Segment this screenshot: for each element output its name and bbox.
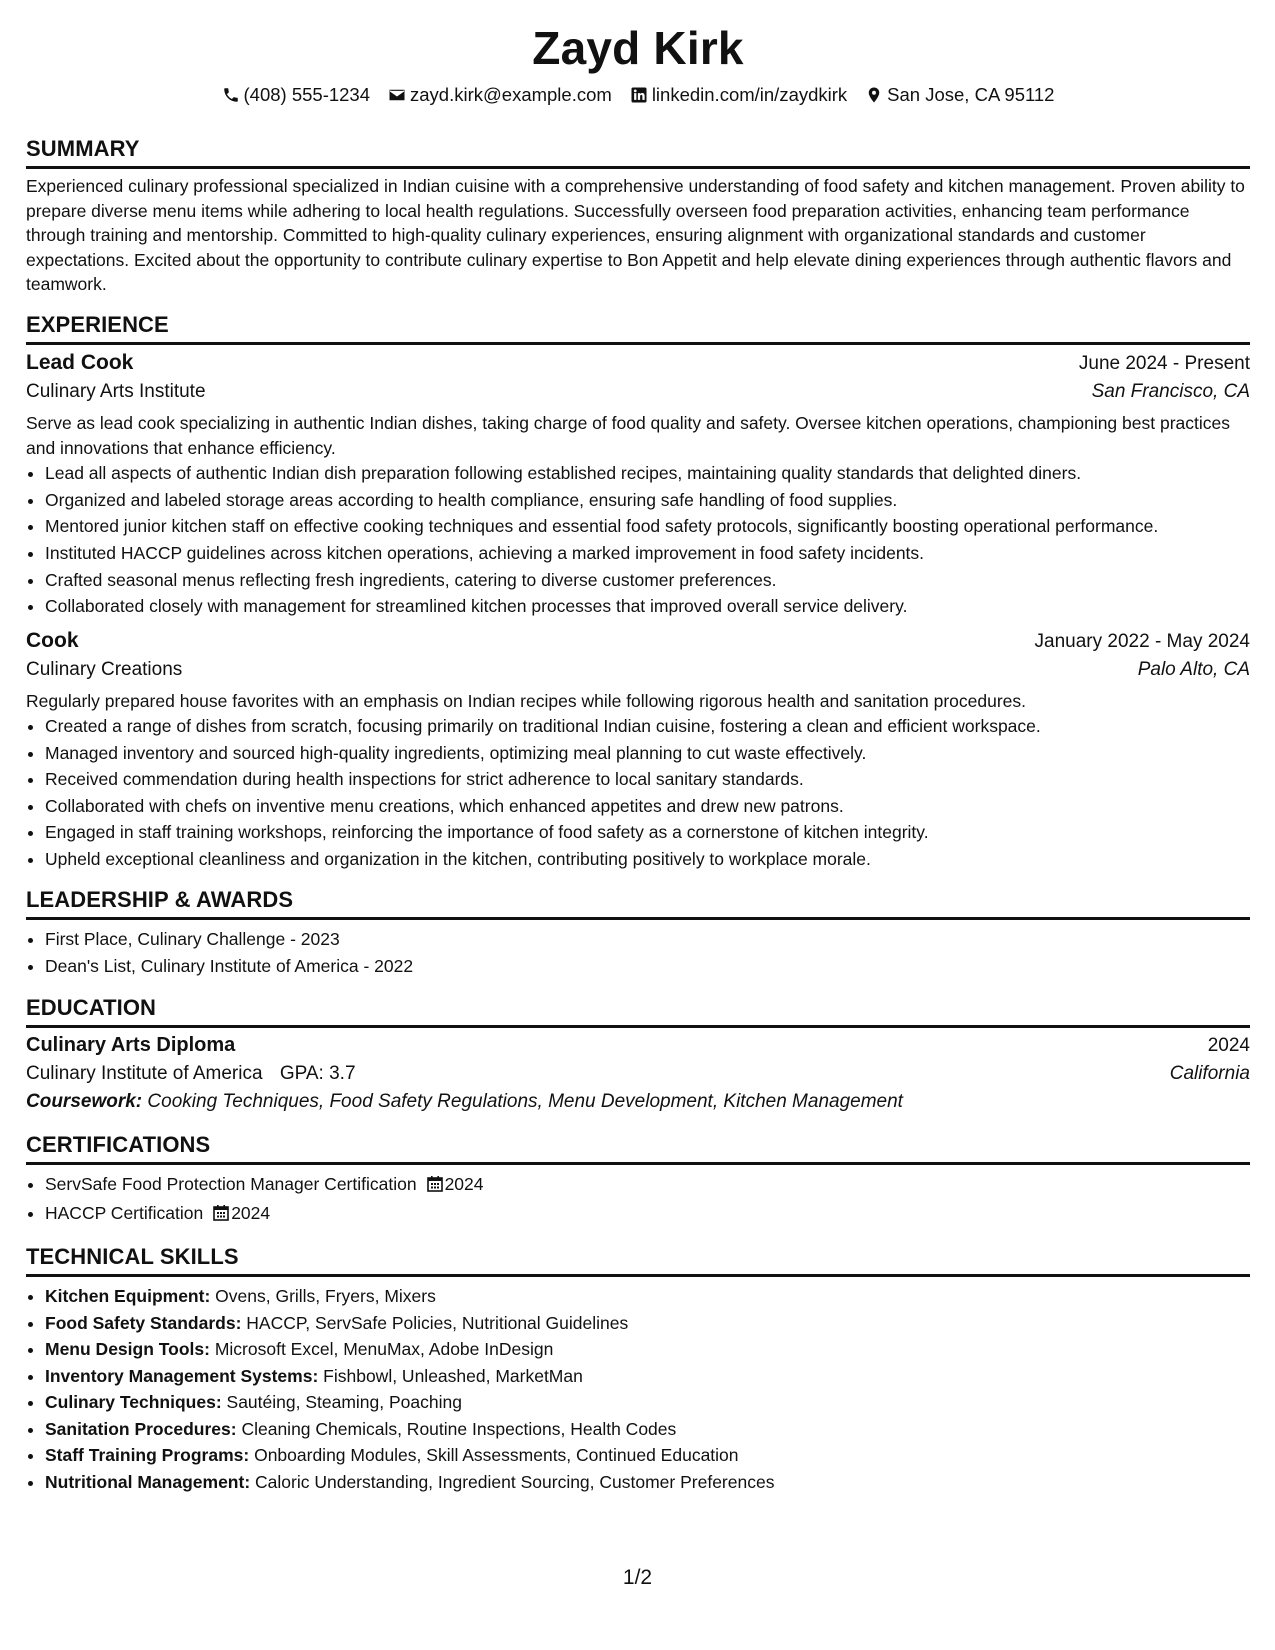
section-heading-skills: TECHNICAL SKILLS <box>26 1244 1250 1277</box>
map-pin-icon <box>865 86 883 104</box>
skill-value: Sautéing, Steaming, Poaching <box>226 1392 462 1413</box>
skill-label: Kitchen Equipment: <box>45 1286 211 1307</box>
list-item: • Upheld exceptional cleanliness and organization in the kitchen, contributing positively to workplace morale. <box>45 846 1250 873</box>
list-item: • Collaborated closely with management for streamlined kitchen processes that improved overall service delivery. <box>45 593 1250 620</box>
school-location: California <box>1169 1063 1250 1085</box>
candidate-name: Zayd Kirk <box>532 22 744 74</box>
list-item <box>45 1363 1250 1390</box>
awards-list <box>26 926 1250 979</box>
skills-section <box>26 1244 1250 1495</box>
job-title: Lead Cook <box>26 350 134 374</box>
leadership-section <box>26 887 1250 979</box>
linkedin-link[interactable]: linkedin.com/in/zaydkirk <box>651 84 848 105</box>
job-org-row <box>26 659 1250 681</box>
list-item <box>45 1416 1250 1443</box>
list-item: • First Place, Culinary Challenge - 2023 <box>45 926 1250 953</box>
job-organization: Culinary Creations <box>26 658 183 680</box>
coursework-label: Coursework: <box>26 1091 143 1113</box>
job-dates: June 2024 - Present <box>1078 352 1250 374</box>
job-header <box>26 351 1250 375</box>
list-item: • Collaborated with chefs on inventive menu creations, which enhanced appetites and drew new patrons. <box>45 793 1250 820</box>
job-header <box>26 629 1250 653</box>
list-item: • Lead all aspects of authentic Indian dish preparation following established recipes, maintaining quality standards that delighted diners. <box>45 460 1250 487</box>
education-section <box>26 995 1250 1113</box>
linkedin-icon <box>630 86 648 104</box>
list-item <box>45 1336 1250 1363</box>
contact-email[interactable] <box>388 84 612 106</box>
school-name: Culinary Institute of America <box>26 1063 263 1085</box>
envelope-icon <box>388 86 406 104</box>
degree-name: Culinary Arts Diploma <box>26 1034 236 1057</box>
summary-section <box>26 136 1250 297</box>
job-entry <box>26 351 1250 620</box>
skill-value: HACCP, ServSafe Policies, Nutritional Guidelines <box>246 1312 629 1333</box>
skill-value: Microsoft Excel, MenuMax, Adobe InDesign <box>214 1339 554 1360</box>
list-item: • Crafted seasonal menus reflecting fresh ingredients, catering to diverse customer preferences. <box>45 567 1250 594</box>
experience-section <box>26 312 1250 872</box>
certifications-section <box>26 1132 1250 1228</box>
skill-value: Fishbowl, Unleashed, MarketMan <box>323 1365 583 1386</box>
section-heading-experience: EXPERIENCE <box>26 312 1250 345</box>
job-organization: Culinary Arts Institute <box>26 380 206 402</box>
education-header <box>26 1034 1250 1057</box>
list-item <box>45 1171 1250 1200</box>
coursework-line <box>26 1091 1250 1113</box>
skill-label: Sanitation Procedures: <box>45 1418 237 1439</box>
school-line <box>26 1063 356 1085</box>
contact-phone <box>222 84 371 106</box>
list-item <box>45 1442 1250 1469</box>
list-item: • Engaged in staff training workshops, reinforcing the importance of food safety as a cornerstone of kitchen integrity. <box>45 819 1250 846</box>
contact-location <box>865 84 1054 106</box>
gpa: GPA: 3.7 <box>279 1063 356 1085</box>
phone-text: (408) 555-1234 <box>243 84 371 105</box>
list-item <box>45 1283 1250 1310</box>
graduation-year: 2024 <box>1207 1035 1250 1057</box>
skill-label: Food Safety Standards: <box>45 1312 242 1333</box>
calendar-icon <box>427 1173 443 1200</box>
skill-value: Ovens, Grills, Fryers, Mixers <box>215 1286 436 1307</box>
skill-label: Staff Training Programs: <box>45 1445 250 1466</box>
section-heading-certifications: CERTIFICATIONS <box>26 1132 1250 1165</box>
page-number: 1/2 <box>622 1566 653 1589</box>
section-heading-leadership: LEADERSHIP & AWARDS <box>26 887 1250 920</box>
job-org-row <box>26 381 1250 403</box>
certifications-list <box>26 1171 1250 1228</box>
certification-year: 2024 <box>444 1174 484 1195</box>
skills-list <box>26 1283 1250 1495</box>
job-dates: January 2022 - May 2024 <box>1034 630 1250 652</box>
job-entry <box>26 629 1250 873</box>
education-school-row <box>26 1063 1250 1085</box>
certification-year: 2024 <box>231 1202 271 1223</box>
list-item: • Created a range of dishes from scratch, focusing primarily on traditional Indian cuisine, fostering a clean and efficient workspace. <box>45 713 1250 740</box>
job-bullets <box>26 713 1250 872</box>
job-location: San Francisco, CA <box>1091 380 1250 402</box>
list-item: • Managed inventory and sourced high-quality ingredients, optimizing meal planning to cut waste effectively. <box>45 740 1250 767</box>
skill-label: Inventory Management Systems: <box>45 1365 319 1386</box>
email-link[interactable]: zayd.kirk@example.com <box>410 84 612 105</box>
skill-label: Menu Design Tools: <box>45 1339 210 1360</box>
list-item: • Instituted HACCP guidelines across kitchen operations, achieving a marked improvement in food safety incidents. <box>45 540 1250 567</box>
job-title: Cook <box>26 628 79 652</box>
certification-name: HACCP Certification <box>45 1202 204 1223</box>
section-heading-education: EDUCATION <box>26 995 1250 1028</box>
skill-value: Caloric Understanding, Ingredient Sourcing, Customer Preferences <box>255 1471 775 1492</box>
contact-line <box>26 82 1250 108</box>
skill-value: Onboarding Modules, Skill Assessments, Continued Education <box>254 1445 739 1466</box>
list-item <box>45 1200 1250 1229</box>
job-summary: Regularly prepared house favorites with an emphasis on Indian recipes while following rigorous health and sanitation procedures. <box>26 690 1027 711</box>
calendar-icon <box>213 1202 229 1229</box>
list-item <box>45 1389 1250 1416</box>
skill-value: Cleaning Chemicals, Routine Inspections, Health Codes <box>241 1418 677 1439</box>
list-item: • Organized and labeled storage areas according to health compliance, ensuring safe handling of food supplies. <box>45 487 1250 514</box>
list-item: • Dean's List, Culinary Institute of America - 2022 <box>45 953 1250 980</box>
phone-icon <box>222 86 240 104</box>
summary-text: Experienced culinary professional specialized in Indian cuisine with a comprehensive understanding of food safety and kitchen management. Proven ability to prepare diverse menu items while adhering to local health regulations. Successfully overseen food preparation activities, enhancing team performance through training and mentorship. Committed to high-quality culinary experiences, ensuring alignment with organizational standards and customer expectations. Excited about the opportunity to contribute culinary expertise to Bon Appetit and help elevate dining experiences through authentic flavors and teamwork. <box>26 176 1245 295</box>
location-text: San Jose, CA 95112 <box>887 84 1055 105</box>
section-heading-summary: SUMMARY <box>26 136 1250 169</box>
list-item: • Mentored junior kitchen staff on effective cooking techniques and essential food safety protocols, significantly boosting operational performance. <box>45 513 1250 540</box>
list-item: • Received commendation during health inspections for strict adherence to local sanitary standards. <box>45 766 1250 793</box>
certification-name: ServSafe Food Protection Manager Certification <box>45 1174 417 1195</box>
resume-page <box>26 0 1250 1495</box>
skill-label: Nutritional Management: <box>45 1471 251 1492</box>
coursework-list: Cooking Techniques, Food Safety Regulations, Menu Development, Kitchen Management <box>147 1091 903 1113</box>
contact-linkedin[interactable] <box>630 84 847 106</box>
job-bullets <box>26 460 1250 620</box>
list-item <box>45 1469 1250 1496</box>
list-item <box>45 1310 1250 1337</box>
skill-label: Culinary Techniques: <box>45 1392 222 1413</box>
job-location: Palo Alto, CA <box>1137 658 1250 680</box>
job-summary: Serve as lead cook specializing in authentic Indian dishes, taking charge of food quality and safety. Oversee kitchen operations, championing best practices and innovations that enhance efficiency. <box>26 412 1230 458</box>
